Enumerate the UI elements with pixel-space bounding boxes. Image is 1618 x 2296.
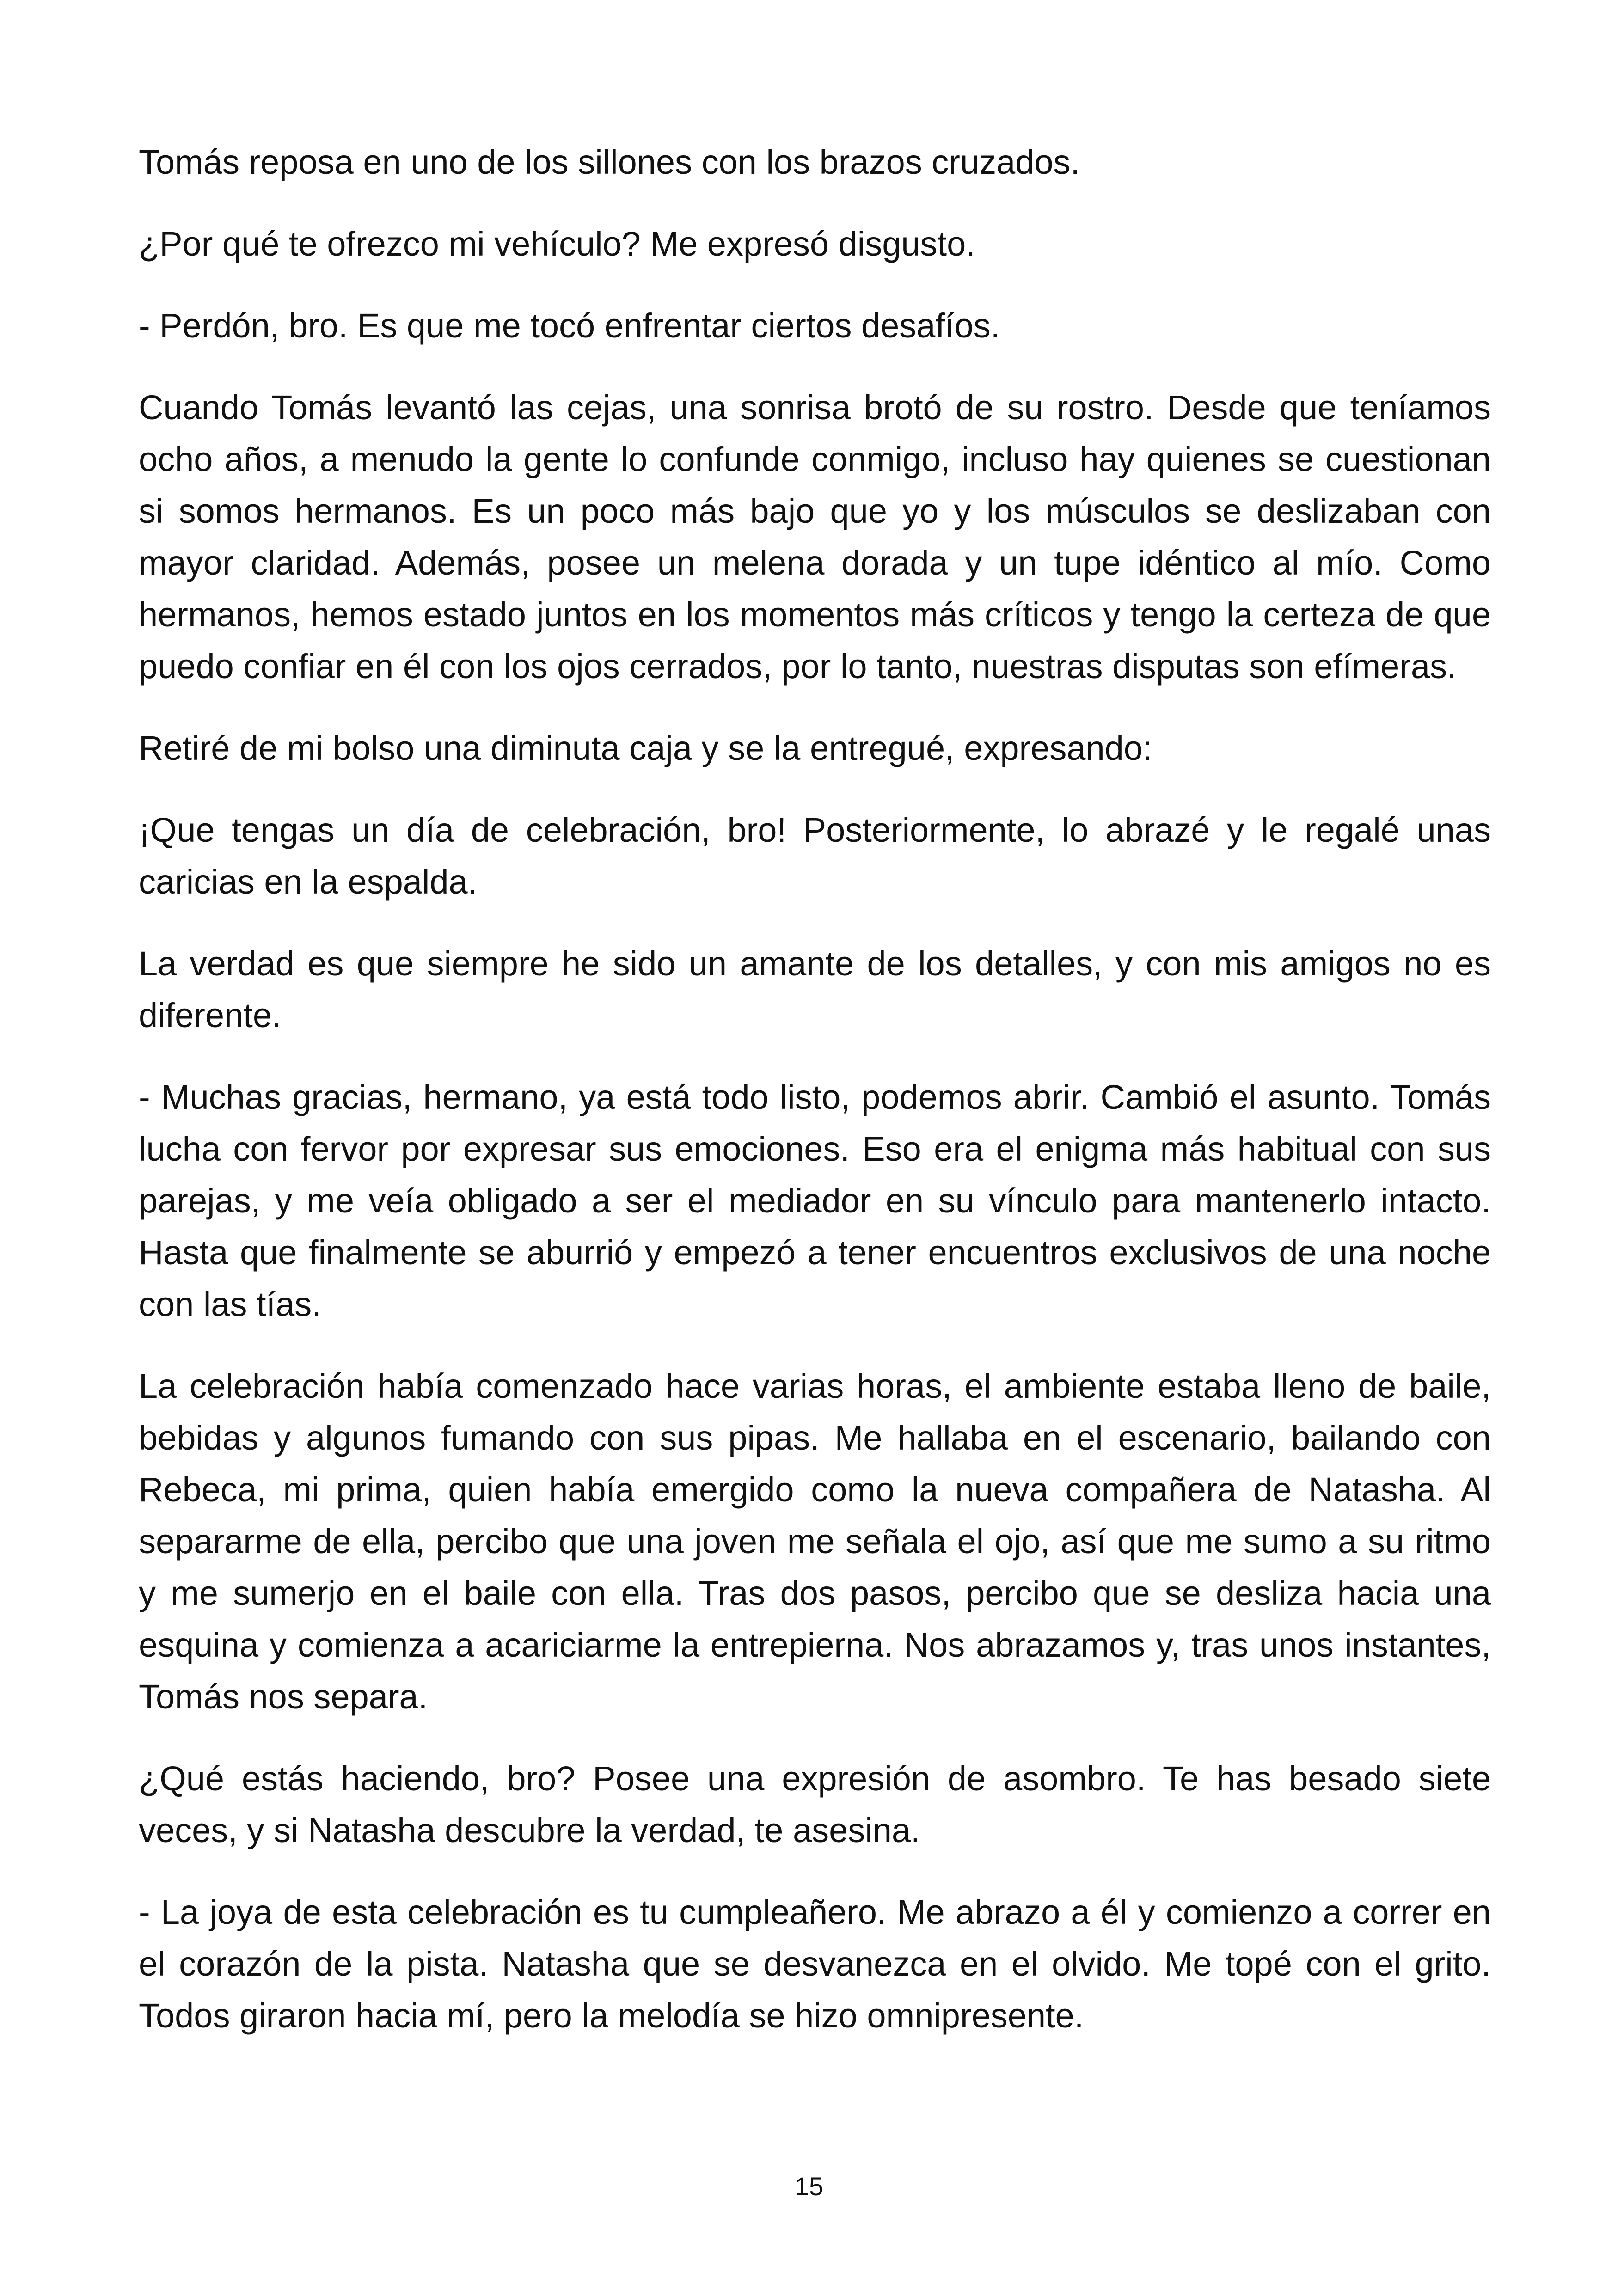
paragraph: - Perdón, bro. Es que me tocó enfrentar ciertos desafíos.	[139, 306, 1000, 345]
paragraph: - Muchas gracias, hermano, ya está todo listo, podemos abrir. Cambió el asunto. Tomás lucha con fervor por expresar sus emociones. Eso era el enigma más habitual con sus parejas, y me veía obligado a ser el mediador en su vínculo para mantenerlo intacto. Hasta que finalmente se aburrió y empezó a tener encuentros exclusivos de una noche con las tías.	[139, 1078, 1491, 1323]
page-number: 15	[794, 2172, 824, 2201]
paragraph: La verdad es que siempre he sido un amante de los detalles, y con mis amigos no es diferente.	[139, 944, 1491, 1035]
body-text	[139, 136, 1491, 2072]
paragraph: Retiré de mi bolso una diminuta caja y se la entregué, expresando:	[139, 729, 1152, 767]
paragraph: - La joya de esta celebración es tu cumpleañero. Me abrazo a él y comienzo a correr en el corazón de la pista. Natasha que se desvanezca en el olvido. Me topé con el grito. Todos giraron hacia mí, pero la melodía se hizo omnipresente.	[139, 1893, 1491, 2035]
paragraph: Tomás reposa en uno de los sillones con los brazos cruzados.	[139, 143, 1080, 181]
paragraph: ¡Que tengas un día de celebración, bro! Posteriormente, lo abrazé y le regalé unas caricias en la espalda.	[139, 811, 1491, 901]
paragraph: La celebración había comenzado hace varias horas, el ambiente estaba lleno de baile, bebidas y algunos fumando con sus pipas. Me hallaba en el escenario, bailando con Rebeca, mi prima, quien había emergido como la nueva compañera de Natasha. Al separarme de ella, percibo que una joven me señala el ojo, así que me sumo a su ritmo y me sumerjo en el baile con ella. Tras dos pasos, percibo que se desliza hacia una esquina y comienza a acariciarme la entrepierna. Nos abrazamos y, tras unos instantes, Tomás nos separa.	[139, 1367, 1491, 1716]
paragraph: Cuando Tomás levantó las cejas, una sonrisa brotó de su rostro. Desde que teníamos ocho años, a menudo la gente lo confunde conmigo, incluso hay quienes se cuestionan si somos hermanos. Es un poco más bajo que yo y los músculos se deslizaban con mayor claridad. Además, posee un melena dorada y un tupe idéntico al mío. Como hermanos, hemos estado juntos en los momentos más críticos y tengo la certeza de que puedo confiar en él con los ojos cerrados, por lo tanto, nuestras disputas son efímeras.	[139, 388, 1491, 686]
paragraph: ¿Qué estás haciendo, bro? Posee una expresión de asombro. Te has besado siete veces, y si Natasha descubre la verdad, te asesina.	[139, 1759, 1491, 1849]
paragraph: ¿Por qué te ofrezco mi vehículo? Me expresó disgusto.	[139, 225, 975, 263]
